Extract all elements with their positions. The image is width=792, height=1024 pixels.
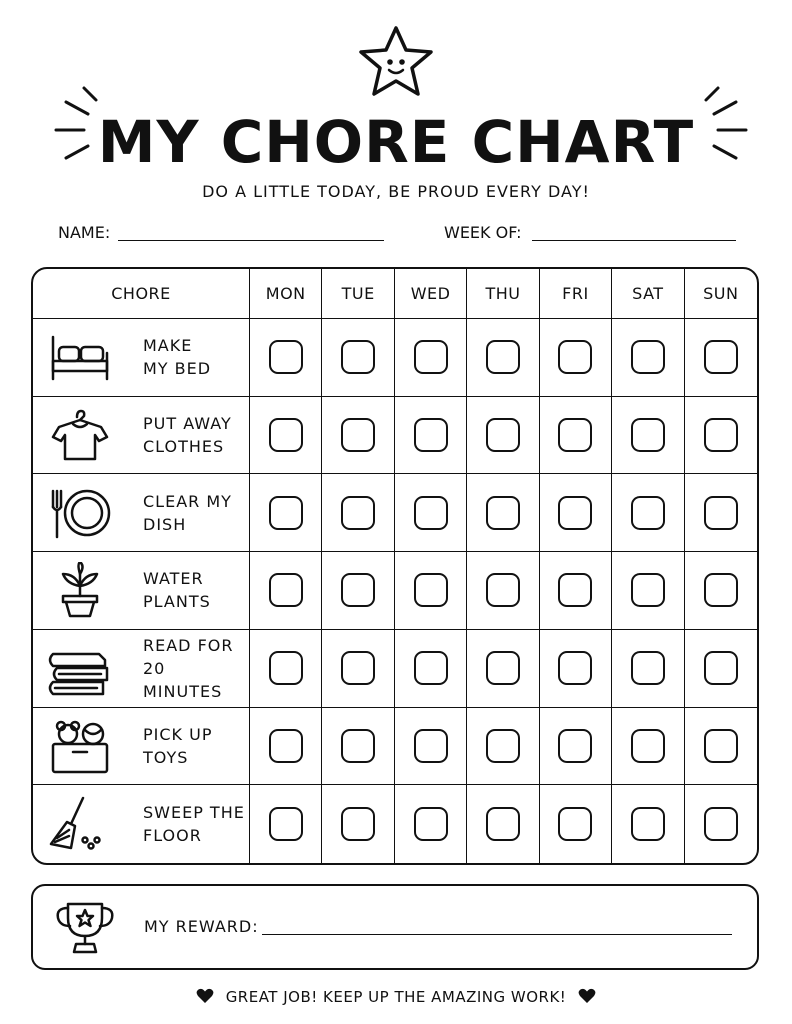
plate-fork-icon — [47, 485, 113, 541]
chore-label-pick-up-toys: PICK UP TOYS — [143, 724, 213, 767]
check-cell — [685, 397, 757, 475]
check-cell — [685, 630, 757, 708]
week-label: WEEK OF: — [444, 223, 522, 242]
footer — [0, 986, 792, 1008]
check-cell — [395, 552, 467, 630]
chore-cell-read — [33, 630, 250, 708]
name-field[interactable] — [118, 240, 384, 241]
check-cell — [250, 552, 322, 630]
checkbox-read-thu[interactable] — [486, 651, 520, 685]
check-cell — [322, 474, 394, 552]
checkbox-make-bed-mon[interactable] — [269, 340, 303, 374]
checkbox-read-fri[interactable] — [558, 651, 592, 685]
chore-label-read: READ FOR 20 MINUTES — [143, 635, 234, 701]
check-cell — [250, 397, 322, 475]
check-cell — [612, 474, 684, 552]
check-cell — [612, 397, 684, 475]
checkbox-read-wed[interactable] — [414, 651, 448, 685]
broom-icon — [47, 796, 113, 852]
check-cell — [612, 708, 684, 786]
shirt-icon — [47, 407, 113, 463]
chore-cell-pick-up-toys — [33, 708, 250, 786]
checkbox-read-mon[interactable] — [269, 651, 303, 685]
check-cell — [467, 474, 539, 552]
checkbox-sweep-fri[interactable] — [558, 807, 592, 841]
smiling-star-icon — [355, 24, 437, 100]
check-cell — [467, 630, 539, 708]
check-cell — [395, 630, 467, 708]
check-cell — [540, 474, 612, 552]
checkbox-toys-fri[interactable] — [558, 729, 592, 763]
check-cell — [322, 397, 394, 475]
checkbox-read-sun[interactable] — [704, 651, 738, 685]
checkbox-make-bed-fri[interactable] — [558, 340, 592, 374]
chore-label-put-away-clothes: PUT AWAY CLOTHES — [143, 414, 232, 457]
check-cell — [250, 708, 322, 786]
checkbox-plants-fri[interactable] — [558, 573, 592, 607]
chore-cell-water-plants — [33, 552, 250, 630]
checkbox-plants-sun[interactable] — [704, 573, 738, 607]
check-cell — [540, 319, 612, 397]
check-cell — [685, 552, 757, 630]
check-cell — [322, 708, 394, 786]
checkbox-make-bed-thu[interactable] — [486, 340, 520, 374]
checkbox-make-bed-tue[interactable] — [341, 340, 375, 374]
check-cell — [250, 785, 322, 863]
check-cell — [685, 708, 757, 786]
day-header-tue: TUE — [322, 269, 394, 319]
checkbox-toys-wed[interactable] — [414, 729, 448, 763]
checkbox-read-tue[interactable] — [341, 651, 375, 685]
check-cell — [322, 319, 394, 397]
checkbox-clothes-fri[interactable] — [558, 418, 592, 452]
checkbox-clothes-tue[interactable] — [341, 418, 375, 452]
name-label: NAME: — [58, 223, 111, 242]
chore-column-header: CHORE — [33, 269, 250, 319]
checkbox-dish-mon[interactable] — [269, 496, 303, 530]
day-header-thu: THU — [467, 269, 539, 319]
chore-cell-make-bed — [33, 319, 250, 397]
check-cell — [540, 785, 612, 863]
checkbox-toys-sat[interactable] — [631, 729, 665, 763]
checkbox-toys-mon[interactable] — [269, 729, 303, 763]
day-header-fri: FRI — [540, 269, 612, 319]
chore-label-sweep: SWEEP THE FLOOR — [143, 803, 245, 846]
checkbox-clothes-wed[interactable] — [414, 418, 448, 452]
check-cell — [322, 552, 394, 630]
checkbox-make-bed-sat[interactable] — [631, 340, 665, 374]
chore-label-water-plants: WATER PLANTS — [143, 569, 211, 612]
trophy-icon — [54, 898, 116, 958]
check-cell — [467, 319, 539, 397]
checkbox-plants-sat[interactable] — [631, 573, 665, 607]
check-cell — [685, 785, 757, 863]
checkbox-clothes-thu[interactable] — [486, 418, 520, 452]
chore-label-make-bed: MAKE MY BED — [143, 336, 212, 379]
chore-grid — [31, 267, 759, 865]
checkbox-sweep-sun[interactable] — [704, 807, 738, 841]
check-cell — [322, 785, 394, 863]
check-cell — [540, 630, 612, 708]
day-header-mon: MON — [250, 269, 322, 319]
checkbox-dish-thu[interactable] — [486, 496, 520, 530]
chore-label-clear-dish: CLEAR MY DISH — [143, 491, 232, 534]
books-icon — [47, 640, 113, 696]
check-cell — [612, 785, 684, 863]
checkbox-dish-sat[interactable] — [631, 496, 665, 530]
week-field[interactable] — [532, 240, 736, 241]
check-cell — [395, 474, 467, 552]
checkbox-plants-wed[interactable] — [414, 573, 448, 607]
check-cell — [467, 708, 539, 786]
heart-icon — [196, 988, 214, 1004]
checkbox-toys-thu[interactable] — [486, 729, 520, 763]
check-cell — [250, 630, 322, 708]
potted-plant-icon — [47, 562, 113, 618]
page-title: MY CHORE CHART — [97, 108, 695, 176]
check-cell — [467, 785, 539, 863]
check-cell — [685, 319, 757, 397]
reward-label: MY REWARD: — [144, 917, 259, 936]
check-cell — [612, 630, 684, 708]
checkbox-dish-tue[interactable] — [341, 496, 375, 530]
subtitle: DO A LITTLE TODAY, BE PROUD EVERY DAY! — [202, 182, 590, 201]
checkbox-sweep-tue[interactable] — [341, 807, 375, 841]
check-cell — [467, 552, 539, 630]
reward-box — [31, 884, 759, 970]
check-cell — [322, 630, 394, 708]
day-header-sat: SAT — [612, 269, 684, 319]
heart-icon — [578, 988, 596, 1004]
check-cell — [540, 397, 612, 475]
check-cell — [467, 397, 539, 475]
checkbox-sweep-mon[interactable] — [269, 807, 303, 841]
checkbox-toys-tue[interactable] — [341, 729, 375, 763]
checkbox-sweep-sat[interactable] — [631, 807, 665, 841]
day-header-sun: SUN — [685, 269, 757, 319]
check-cell — [540, 552, 612, 630]
checkbox-plants-thu[interactable] — [486, 573, 520, 607]
check-cell — [395, 708, 467, 786]
check-cell — [395, 319, 467, 397]
checkbox-toys-sun[interactable] — [704, 729, 738, 763]
check-cell — [685, 474, 757, 552]
check-cell — [540, 708, 612, 786]
checkbox-sweep-thu[interactable] — [486, 807, 520, 841]
chore-cell-sweep — [33, 785, 250, 863]
checkbox-dish-wed[interactable] — [414, 496, 448, 530]
checkbox-make-bed-sun[interactable] — [704, 340, 738, 374]
check-cell — [250, 474, 322, 552]
day-header-wed: WED — [395, 269, 467, 319]
check-cell — [250, 319, 322, 397]
checkbox-clothes-sat[interactable] — [631, 418, 665, 452]
check-cell — [395, 785, 467, 863]
checkbox-make-bed-wed[interactable] — [414, 340, 448, 374]
check-cell — [395, 397, 467, 475]
chore-cell-clear-dish — [33, 474, 250, 552]
check-cell — [612, 319, 684, 397]
checkbox-dish-fri[interactable] — [558, 496, 592, 530]
chore-cell-put-away-clothes — [33, 397, 250, 475]
checkbox-read-sat[interactable] — [631, 651, 665, 685]
reward-field[interactable] — [262, 934, 732, 935]
checkbox-clothes-sun[interactable] — [704, 418, 738, 452]
footer-text: GREAT JOB! KEEP UP THE AMAZING WORK! — [225, 988, 567, 1006]
checkbox-plants-tue[interactable] — [341, 573, 375, 607]
checkbox-sweep-wed[interactable] — [414, 807, 448, 841]
toy-box-icon — [47, 718, 113, 774]
check-cell — [612, 552, 684, 630]
checkbox-plants-mon[interactable] — [269, 573, 303, 607]
checkbox-clothes-mon[interactable] — [269, 418, 303, 452]
bed-icon — [47, 329, 113, 385]
checkbox-dish-sun[interactable] — [704, 496, 738, 530]
